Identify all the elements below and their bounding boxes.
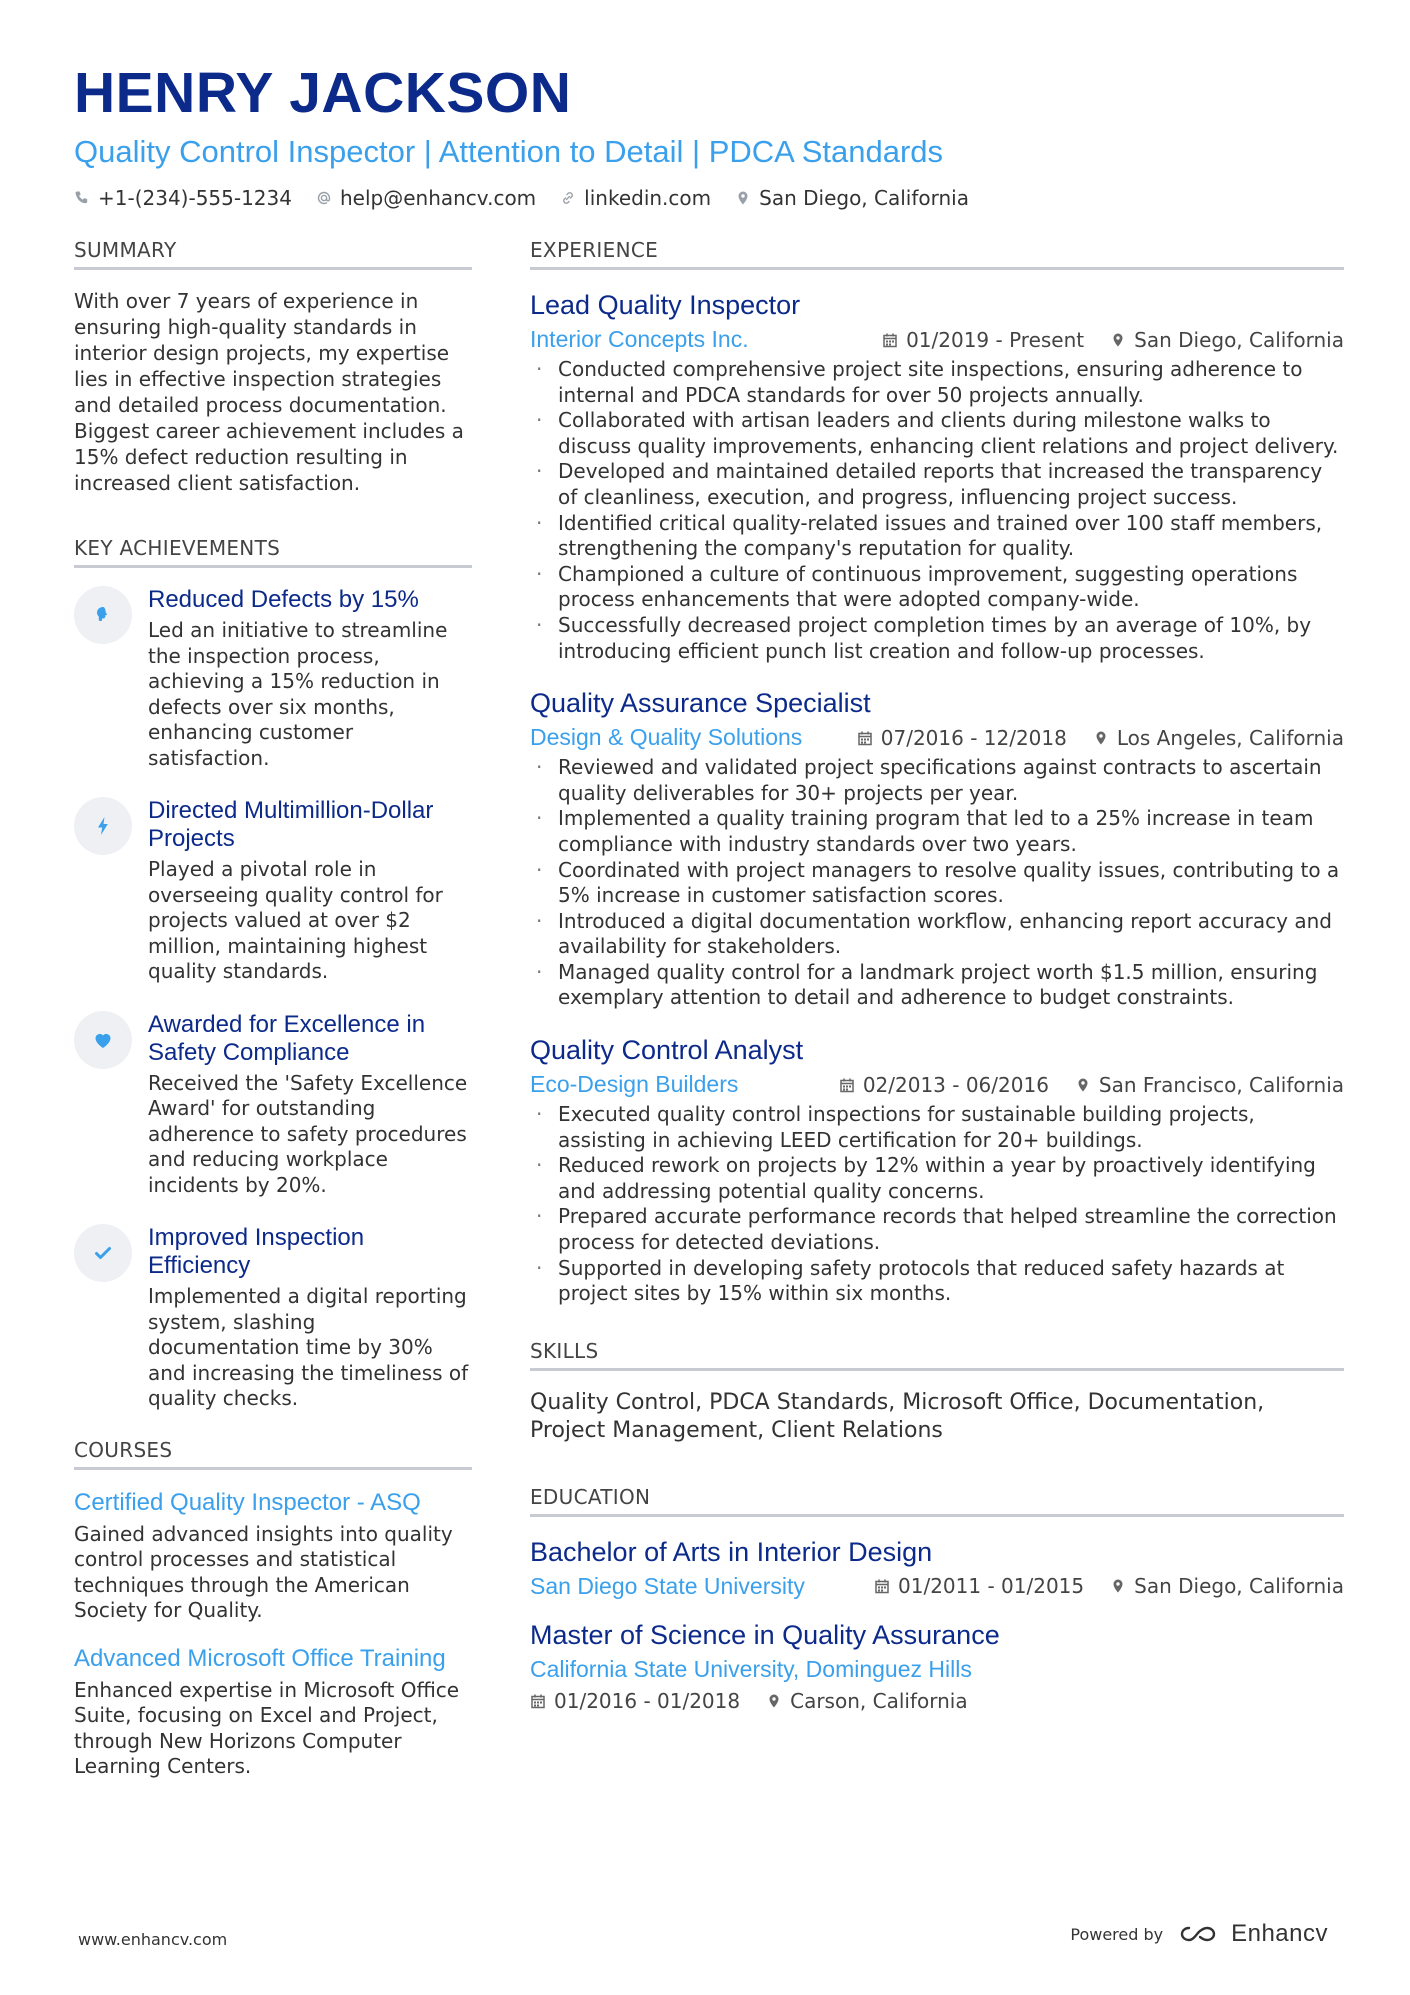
job-location (1093, 726, 1344, 750)
calendar-icon (839, 1077, 855, 1093)
left-column (74, 238, 472, 1800)
education-entry (530, 1618, 1344, 1713)
heart-icon (74, 1011, 132, 1069)
courses-heading: COURSES (74, 1438, 472, 1470)
contact-phone[interactable] (74, 186, 292, 210)
job-location (1110, 328, 1344, 352)
education-location (766, 1689, 967, 1713)
achievement-item (74, 797, 472, 985)
location-text: Los Angeles, California (1116, 725, 1344, 750)
education-meta (530, 1573, 1344, 1600)
achievement-description: Led an initiative to streamline the inspection process, achieving a 15% reduction in defects over six months, enhancing customer satisfaction. (148, 618, 448, 770)
course-description: Gained advanced insights into quality control processes and statistical techniques through the American Society for Quality. (74, 1521, 453, 1622)
course-item (74, 1644, 472, 1780)
bullet-item: · Developed and maintained detailed reports that increased the transparency of cleanliness, execution, and progress, influencing project success. (530, 459, 1344, 510)
job-title: Quality Control Analyst (530, 1035, 804, 1066)
summary-text: With over 7 years of experience in ensuring high-quality standards in interior design projects, my expertise lies in effective inspection strategies and detailed process documentation. Biggest career achievement includes a 15% defect reduction resulting in increased client satisfaction. (74, 289, 464, 495)
candidate-headline: Quality Control Inspector | Attention to Detail | PDCA Standards (74, 134, 944, 169)
bullet-item: · Collaborated with artisan leaders and clients during milestone walks to discuss quality improvements, enhancing client relations and project delivery. (530, 408, 1344, 459)
skills-heading: SKILLS (530, 1339, 1344, 1371)
achievement-description: Implemented a digital reporting system, slashing documentation time by 30% and increasing the timeliness of quality checks. (148, 1284, 469, 1410)
location-text: San Diego, California (759, 186, 969, 210)
summary-heading: SUMMARY (74, 238, 472, 270)
job-dates (882, 328, 1084, 352)
candidate-name: HENRY JACKSON (74, 61, 572, 125)
location-text: San Diego, California (1134, 1574, 1344, 1599)
bullet-item: · Coordinated with project managers to resolve quality issues, contributing to a 5% increase in customer satisfaction scores. (530, 858, 1344, 909)
right-column (530, 238, 1344, 1731)
job-entry (530, 288, 1344, 664)
bullet-item: · Reduced rework on projects by 12% within a year by proactively identifying and addressing potential quality concerns. (530, 1153, 1344, 1204)
bullet-item: · Supported in developing safety protocols that reduced safety hazards at project sites by 15% within six months. (530, 1256, 1344, 1307)
skills-text: Quality Control, PDCA Standards, Microsoft Office, Documentation, Project Management, Client Relations (530, 1389, 1265, 1443)
dates-text: 01/2011 - 01/2015 (898, 1574, 1085, 1599)
achievement-description: Played a pivotal role in overseeing quality control for projects valued at over $2 million, maintaining highest quality standards. (148, 857, 443, 983)
email-text: help@enhancv.com (339, 186, 537, 210)
company-name: Design & Quality Solutions (530, 724, 803, 751)
location-pin-icon (1075, 1077, 1091, 1093)
phone-text: +1-(234)-555-1234 (98, 186, 292, 210)
bullet-item: · Conducted comprehensive project site inspections, ensuring adherence to internal and PDCA standards for over 50 projects annually. (530, 357, 1344, 408)
footer-branding (1070, 1920, 1328, 1948)
bullet-item: · Introduced a digital documentation workflow, enhancing report accuracy and availability for stakeholders. (530, 909, 1344, 960)
degree-title: Bachelor of Arts in Interior Design (530, 1536, 933, 1567)
job-entry (530, 686, 1344, 1011)
contact-linkedin[interactable] (560, 186, 711, 210)
dates-text: 07/2016 - 12/2018 (880, 725, 1067, 750)
achievement-item (74, 1011, 472, 1199)
bullet-item: · Championed a culture of continuous improvement, suggesting operations process enhancements that were adopted company-wide. (530, 562, 1344, 613)
company-name: Eco-Design Builders (530, 1071, 739, 1098)
job-location (1075, 1073, 1344, 1097)
bullet-item: · Successfully decreased project completion times by an average of 10%, by introducing efficient punch list creation and follow-up processes. (530, 613, 1344, 664)
resume-header (74, 58, 1344, 210)
location-text: San Diego, California (1134, 327, 1344, 352)
education-dates (874, 1574, 1084, 1598)
job-meta (530, 724, 1344, 751)
job-bullets (530, 1102, 1344, 1307)
bullet-item: · Identified critical quality-related issues and trained over 100 staff members, strengthening the company's reputation for quality. (530, 511, 1344, 562)
job-meta (530, 326, 1344, 353)
job-dates (857, 726, 1067, 750)
infinity-logo-icon (1177, 1922, 1223, 1946)
contact-location (735, 186, 969, 210)
experience-heading: EXPERIENCE (530, 238, 1344, 270)
location-text: Carson, California (790, 1688, 968, 1713)
calendar-icon (882, 332, 898, 348)
job-bullets (530, 357, 1344, 664)
job-title: Quality Assurance Specialist (530, 688, 871, 719)
dates-text: 01/2019 - Present (906, 327, 1085, 352)
job-meta (530, 1071, 1344, 1098)
achievement-title: Reduced Defects by 15% (148, 586, 419, 613)
achievement-title: Awarded for Excellence in Safety Compliance (148, 1010, 426, 1066)
education-meta (530, 1689, 1344, 1713)
job-bullets (530, 755, 1344, 1011)
achievements-heading: KEY ACHIEVEMENTS (74, 536, 472, 568)
location-pin-icon (735, 190, 751, 206)
check-icon (74, 1224, 132, 1282)
link-icon (560, 190, 576, 206)
bullet-item: · Prepared accurate performance records that helped streamline the correction process for detected deviations. (530, 1204, 1344, 1255)
achievement-title: Directed Multimillion-Dollar Projects (148, 797, 434, 852)
company-name: Interior Concepts Inc. (530, 326, 749, 352)
bullet-item: · Implemented a quality training program that led to a 25% increase in team compliance with industry standards over two years. (530, 806, 1344, 857)
brain-icon (74, 586, 132, 644)
phone-icon (74, 190, 90, 206)
bullet-item: · Executed quality control inspections for sustainable building projects, assisting in achieving LEED certification for 20+ buildings. (530, 1102, 1344, 1153)
linkedin-text: linkedin.com (584, 186, 712, 210)
location-text: San Francisco, California (1098, 1072, 1344, 1097)
education-entry (530, 1535, 1344, 1600)
bullet-item: · Managed quality control for a landmark project worth $1.5 million, ensuring exemplary attention to detail and adherence to budget constraints. (530, 960, 1344, 1011)
contact-email[interactable] (316, 186, 536, 210)
calendar-icon (530, 1693, 546, 1709)
education-location (1110, 1574, 1344, 1598)
job-dates (839, 1073, 1049, 1097)
job-title: Lead Quality Inspector (530, 290, 801, 320)
education-dates (530, 1689, 740, 1713)
achievement-item (74, 1224, 472, 1412)
location-pin-icon (1110, 1578, 1126, 1594)
course-item (74, 1488, 472, 1624)
contact-bar (74, 186, 1344, 210)
location-pin-icon (1093, 730, 1109, 746)
brand-logo[interactable] (1177, 1920, 1328, 1948)
bolt-icon (74, 797, 132, 855)
school-name: San Diego State University (530, 1572, 805, 1599)
calendar-icon (874, 1578, 890, 1594)
dates-text: 01/2016 - 01/2018 (554, 1688, 741, 1713)
achievement-title: Improved Inspection Efficiency (148, 1224, 365, 1279)
powered-by-label: Powered by (1070, 1924, 1164, 1944)
calendar-icon (857, 730, 873, 746)
course-title: Certified Quality Inspector - ASQ (74, 1488, 421, 1516)
dates-text: 02/2013 - 06/2016 (862, 1072, 1049, 1097)
school-name: California State University, Dominguez Hills (530, 1655, 972, 1682)
job-entry (530, 1033, 1344, 1307)
bullet-item: · Reviewed and validated project specifications against contracts to ascertain quality deliverables for 30+ projects per year. (530, 755, 1344, 806)
degree-title: Master of Science in Quality Assurance (530, 1619, 1000, 1650)
location-pin-icon (766, 1693, 782, 1709)
achievement-description: Received the 'Safety Excellence Award' for outstanding adherence to safety procedures and reducing workplace incidents by 20%. (148, 1070, 468, 1197)
at-icon (316, 190, 332, 206)
location-pin-icon (1110, 332, 1126, 348)
achievement-item (74, 586, 472, 771)
footer-website[interactable]: www.enhancv.com (78, 1930, 228, 1949)
education-heading: EDUCATION (530, 1485, 1344, 1517)
course-title: Advanced Microsoft Office Training (74, 1644, 446, 1672)
brand-name: Enhancv (1231, 1920, 1328, 1947)
course-description: Enhanced expertise in Microsoft Office Suite, focusing on Excel and Project, through New Horizons Computer Learning Centers. (74, 1677, 460, 1778)
